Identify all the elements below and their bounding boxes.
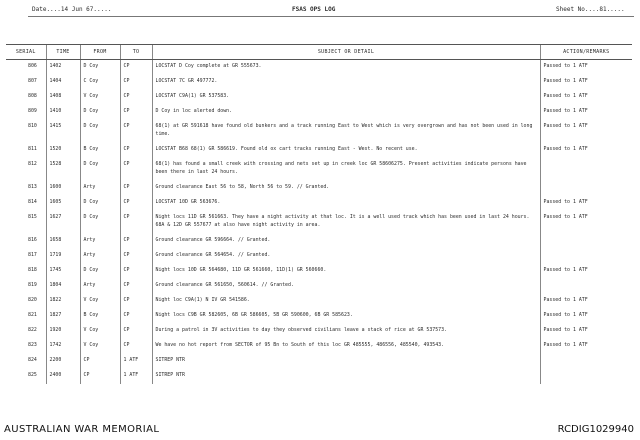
from-cell: D Coy — [80, 120, 120, 143]
from-cell: V Coy — [80, 324, 120, 339]
to-cell: CP — [120, 309, 152, 324]
serial-cell: 816 — [28, 237, 37, 243]
time-cell: 1410 — [46, 105, 80, 120]
action-cell: Passed to 1 ATF — [540, 309, 632, 324]
serial-cell: 825 — [28, 372, 37, 378]
from-cell: Arty — [80, 234, 120, 249]
to-cell: CP — [120, 324, 152, 339]
to-cell: CP — [120, 211, 152, 234]
detail-cell: Ground clearance GR 561650, 560614. // Granted. — [152, 279, 540, 294]
from-cell: D Coy — [80, 158, 120, 181]
from-cell: C Coy — [80, 75, 120, 90]
sheet-number: Sheet No....81..... — [556, 6, 625, 13]
action-cell: Passed to 1 ATF — [540, 143, 632, 158]
serial-cell: 824 — [28, 357, 37, 363]
action-cell: Passed to 1 ATF — [540, 90, 632, 105]
to-cell: CP — [120, 264, 152, 279]
from-cell: D Coy — [80, 211, 120, 234]
time-cell: 1627 — [46, 211, 80, 234]
time-cell: 2200 — [46, 354, 80, 369]
serial-cell: 819 — [28, 282, 37, 288]
record-id: RCDIG1029940 — [557, 424, 634, 435]
detail-cell: Night loc C9A(1) N IV GR 541586. — [152, 294, 540, 309]
detail-cell: LOCSTAT C9A(1) GR 537583. — [152, 90, 540, 105]
to-cell: CP — [120, 234, 152, 249]
action-cell: Passed to 1 ATF — [540, 264, 632, 279]
to-cell: CP — [120, 158, 152, 181]
log-row — [6, 279, 632, 294]
to-cell: CP — [120, 294, 152, 309]
log-row — [6, 60, 632, 76]
time-cell: 1415 — [46, 120, 80, 143]
log-row — [6, 211, 632, 234]
log-row — [6, 369, 632, 384]
log-row — [6, 249, 632, 264]
column-header-serial: SERIAL — [6, 45, 46, 60]
log-row — [6, 324, 632, 339]
serial-cell: 817 — [28, 252, 37, 258]
serial-cell: 808 — [28, 93, 37, 99]
action-cell: Passed to 1 ATF — [540, 75, 632, 90]
time-cell: 1920 — [46, 324, 80, 339]
action-cell: Passed to 1 ATF — [540, 60, 632, 76]
from-cell: V Coy — [80, 339, 120, 354]
log-row — [6, 181, 632, 196]
action-cell: Passed to 1 ATF — [540, 339, 632, 354]
log-row — [6, 75, 632, 90]
to-cell: CP — [120, 196, 152, 211]
time-cell: 1658 — [46, 234, 80, 249]
time-cell: 1404 — [46, 75, 80, 90]
action-cell: Passed to 1 ATF — [540, 294, 632, 309]
to-cell: 1 ATF — [120, 354, 152, 369]
detail-cell: SITREP NTR — [152, 369, 540, 384]
detail-cell: Ground clearance GR 564654. // Granted. — [152, 249, 540, 264]
time-cell: 1605 — [46, 196, 80, 211]
from-cell: B Coy — [80, 309, 120, 324]
action-cell: Passed to 1 ATF — [540, 196, 632, 211]
column-header-time: TIME — [46, 45, 80, 60]
serial-cell: 820 — [28, 297, 37, 303]
action-cell — [540, 234, 632, 249]
action-cell — [540, 354, 632, 369]
detail-cell: Night locs 11D GR 561663. They have a night activity at that loc. It is a well used track which has been used in last 24 hours. 68A & 12D GR 557677 at also have night activity in area. — [152, 211, 540, 234]
detail-cell: 68(1) at GR 591618 have found old bunkers and a track running East to West which is very overgrown and has not been used in long time. — [152, 120, 540, 143]
from-cell: D Coy — [80, 60, 120, 76]
detail-cell: Night locs C9B GR 582605, 6B GR 586605, 5B GR 590600, 6B GR 585623. — [152, 309, 540, 324]
detail-cell: LOCSTAT B68 68(1) GR 586619. Found old ox cart tracks running East - West. No recent use. — [152, 143, 540, 158]
log-row — [6, 143, 632, 158]
action-cell: Passed to 1 ATF — [540, 120, 632, 143]
serial-cell: 822 — [28, 327, 37, 333]
from-cell: CP — [80, 354, 120, 369]
log-date: Date....14 Jun 67..... — [32, 6, 112, 13]
serial-cell: 814 — [28, 199, 37, 205]
to-cell: CP — [120, 90, 152, 105]
action-cell: Passed to 1 ATF — [540, 211, 632, 234]
serial-cell: 807 — [28, 78, 37, 84]
to-cell: CP — [120, 105, 152, 120]
from-cell: Arty — [80, 279, 120, 294]
serial-cell: 818 — [28, 267, 37, 273]
detail-cell: LOCSTAT 7C GR 497772. — [152, 75, 540, 90]
time-cell: 1719 — [46, 249, 80, 264]
detail-cell: D Coy in loc alerted down. — [152, 105, 540, 120]
log-row — [6, 339, 632, 354]
serial-cell: 813 — [28, 184, 37, 190]
from-cell: Arty — [80, 181, 120, 196]
detail-cell: LOCSTAT 10D GR 563676. — [152, 196, 540, 211]
log-entries — [6, 60, 632, 385]
time-cell: 2400 — [46, 369, 80, 384]
action-cell: Passed to 1 ATF — [540, 105, 632, 120]
from-cell: V Coy — [80, 294, 120, 309]
time-cell: 1827 — [46, 309, 80, 324]
from-cell: D Coy — [80, 196, 120, 211]
detail-cell: Ground clearance East 56 to 58, North 56 to 59. // Granted. — [152, 181, 540, 196]
from-cell: B Coy — [80, 143, 120, 158]
time-cell: 1600 — [46, 181, 80, 196]
action-cell — [540, 249, 632, 264]
archive-name: AUSTRALIAN WAR MEMORIAL — [4, 424, 160, 435]
log-row — [6, 309, 632, 324]
ops-log-table — [6, 44, 632, 384]
time-cell: 1822 — [46, 294, 80, 309]
from-cell: V Coy — [80, 90, 120, 105]
detail-cell: During a patrol in 3V activities to day they observed civilians leave a stack of rice at GR 537573. — [152, 324, 540, 339]
action-cell — [540, 279, 632, 294]
column-header-from: FROM — [80, 45, 120, 60]
time-cell: 1804 — [46, 279, 80, 294]
column-header-action: ACTION/REMARKS — [540, 45, 632, 60]
detail-cell: Night locs 10D GR 564680, 11D GR 561660, 11D(1) GR 560660. — [152, 264, 540, 279]
from-cell: D Coy — [80, 264, 120, 279]
serial-cell: 810 — [28, 123, 37, 129]
to-cell: CP — [120, 60, 152, 76]
serial-cell: 815 — [28, 214, 37, 220]
to-cell: CP — [120, 143, 152, 158]
serial-cell: 811 — [28, 146, 37, 152]
detail-cell: SITREP NTR — [152, 354, 540, 369]
time-cell: 1402 — [46, 60, 80, 76]
serial-cell: 809 — [28, 108, 37, 114]
serial-cell: 823 — [28, 342, 37, 348]
to-cell: CP — [120, 339, 152, 354]
detail-cell: 68(1) has found a small creek with crossing and nets set up in creek loc GR 58606275. Present activities indicate persons have been there in last 24 hours. — [152, 158, 540, 181]
to-cell: CP — [120, 249, 152, 264]
log-title: FSAS OPS LOG — [292, 6, 336, 13]
from-cell: D Coy — [80, 105, 120, 120]
to-cell: CP — [120, 279, 152, 294]
to-cell: CP — [120, 181, 152, 196]
column-header-subject: SUBJECT OR DETAIL — [152, 45, 540, 60]
detail-cell: Ground clearance GR 596664. // Granted. — [152, 234, 540, 249]
to-cell: 1 ATF — [120, 369, 152, 384]
log-row — [6, 120, 632, 143]
action-cell — [540, 158, 632, 181]
log-row — [6, 158, 632, 181]
detail-cell: We have no hot report from SECTOR of 95 Bn to South of this loc GR 485555, 486556, 485540, 493543. — [152, 339, 540, 354]
log-row — [6, 294, 632, 309]
column-header-to: TO — [120, 45, 152, 60]
action-cell: Passed to 1 ATF — [540, 324, 632, 339]
action-cell — [540, 181, 632, 196]
serial-cell: 806 — [28, 63, 37, 69]
time-cell: 1742 — [46, 339, 80, 354]
to-cell: CP — [120, 75, 152, 90]
detail-cell: LOCSTAT D Coy complete at GR 555673. — [152, 60, 540, 76]
log-row — [6, 196, 632, 211]
log-row — [6, 90, 632, 105]
serial-cell: 821 — [28, 312, 37, 318]
log-row — [6, 234, 632, 249]
header-rule — [28, 16, 634, 17]
log-row — [6, 354, 632, 369]
time-cell: 1408 — [46, 90, 80, 105]
table-header-row — [6, 45, 632, 60]
serial-cell: 812 — [28, 161, 37, 167]
to-cell: CP — [120, 120, 152, 143]
from-cell: Arty — [80, 249, 120, 264]
time-cell: 1520 — [46, 143, 80, 158]
time-cell: 1745 — [46, 264, 80, 279]
log-row — [6, 105, 632, 120]
time-cell: 1528 — [46, 158, 80, 181]
log-row — [6, 264, 632, 279]
from-cell: CP — [80, 369, 120, 384]
action-cell — [540, 369, 632, 384]
